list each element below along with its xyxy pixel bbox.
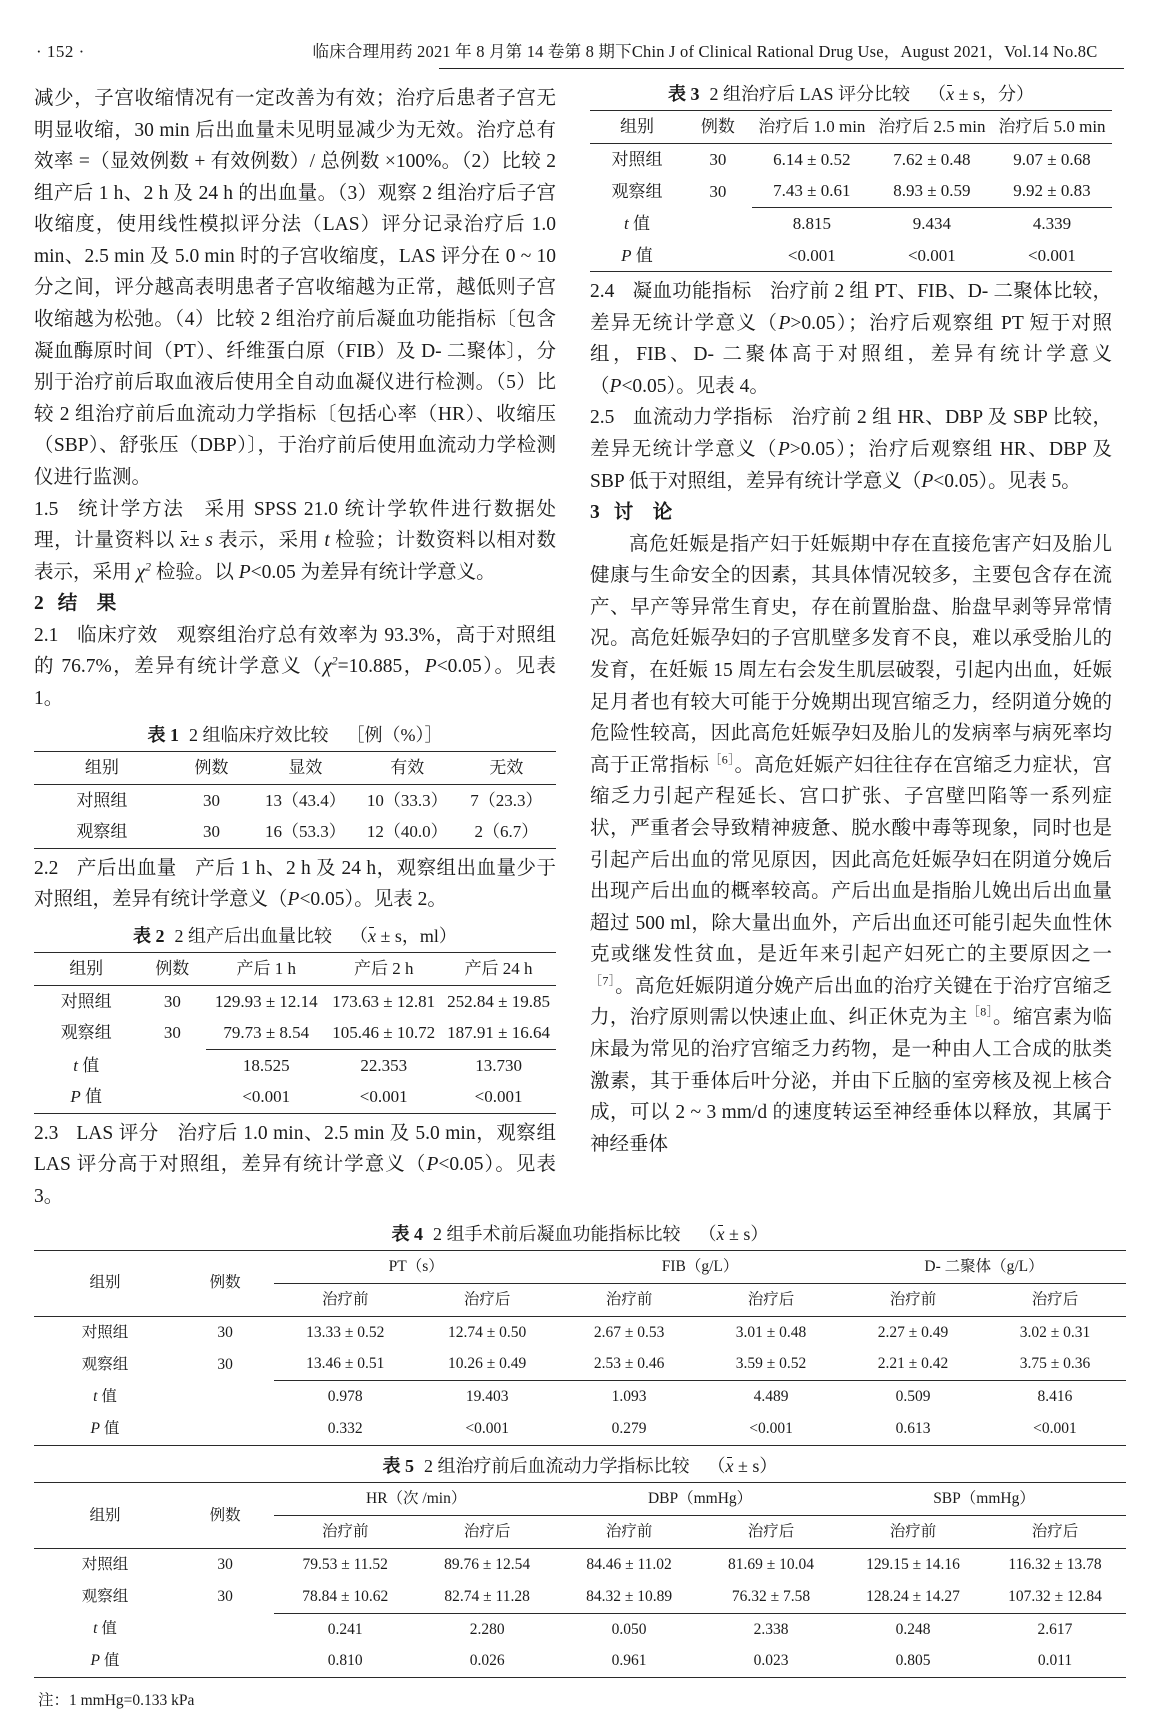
table1-unit: ［例（%）］ [346, 724, 443, 745]
table-row [34, 985, 556, 1017]
journal-title-en: Chin J of Clinical Rational Drug Use，August 2021，Vol.14 No.8C [631, 42, 1098, 61]
table5-r0-c7: 116.32 ± 13.78 [1008, 1555, 1102, 1573]
table5-p-c7: 0.011 [1037, 1652, 1073, 1670]
p-symbol-6: P [609, 375, 622, 397]
discussion-paragraph [590, 529, 1112, 1161]
table4-r1-c6: 2.21 ± 0.42 [877, 1355, 949, 1373]
p-label-text: 值 [85, 1087, 103, 1107]
section-1-5-text-d: 检验。以 [150, 561, 239, 583]
table1-r0-c4: 7（23.3） [470, 790, 543, 810]
table3-header-0: 组别 [619, 117, 654, 137]
table1-header-1: 例数 [194, 757, 229, 777]
table2-header-3: 产后 2 h [353, 959, 414, 979]
table2-r1-c0: 观察组 [60, 1023, 112, 1043]
p-label-text: 值 [635, 245, 653, 265]
table3-header-4: 治疗后 5.0 min [998, 117, 1106, 137]
table4-caption [34, 1223, 1126, 1246]
table1-r0-c1: 30 [202, 790, 220, 810]
table5-r1-c7: 107.32 ± 12.84 [1008, 1587, 1102, 1605]
table4-r1-c4: 2.53 ± 0.46 [593, 1355, 665, 1373]
table1-r1-c4: 2（6.7） [474, 822, 539, 842]
table4-p-c6: 0.613 [895, 1420, 931, 1438]
table5-header-group: 组别 [89, 1506, 121, 1524]
table5-t-c7: 2.617 [984, 1613, 1126, 1645]
table5-header-n: 例数 [209, 1506, 241, 1524]
table5-p-blank [176, 1645, 274, 1677]
section-1-5-text-e: <0.05 为差异有统计学意义。 [250, 561, 496, 583]
table-row [34, 816, 556, 848]
table5-r1-c2: 78.84 ± 10.62 [302, 1587, 389, 1605]
p-symbol: P [90, 1420, 101, 1438]
table3-t-label [590, 208, 684, 240]
section-1-5-number: 1.5 [34, 498, 59, 520]
table5-t-c4: 0.050 [558, 1613, 700, 1645]
section-2-title: 结 果 [57, 593, 117, 615]
table2-header-0: 组别 [69, 959, 104, 979]
table5-t-blank [176, 1613, 274, 1645]
t-symbol: t [623, 213, 629, 233]
table2-p-row [34, 1081, 556, 1113]
t-symbol-1: t [324, 530, 330, 552]
table3-unit: （x ± s，分） [928, 84, 1034, 104]
table5-group-header-row [34, 1483, 1126, 1516]
table5-r0-c5: 81.69 ± 10.04 [728, 1555, 815, 1573]
table1-header-0: 组别 [84, 757, 119, 777]
table5-p-c6: 0.805 [895, 1652, 931, 1670]
section-2-1-title: 临床疗效 [76, 624, 158, 646]
table5-p-c2: 0.810 [327, 1652, 363, 1670]
reference-8: ［8］ [967, 1004, 994, 1019]
table-row [34, 1017, 556, 1049]
table5-r0-c0: 对照组 [81, 1555, 129, 1573]
table1-r1-c2: 16（53.3） [265, 822, 346, 842]
x-bar-symbol: x [946, 84, 955, 104]
p-symbol-2: P [424, 656, 437, 678]
table2-header-row [34, 953, 556, 986]
table3-p-c4: <0.001 [1028, 245, 1076, 265]
section-2-1-number: 2.1 [34, 624, 59, 646]
table2-caption [34, 925, 556, 948]
table5-p-row [34, 1645, 1126, 1677]
t-symbol: t [93, 1620, 98, 1638]
table5-t-row [34, 1613, 1126, 1645]
table3-r1-c4: 9.92 ± 0.83 [1013, 181, 1091, 201]
section-2-4-text-c: <0.05）。见表 4。 [621, 375, 769, 397]
table5-sub-0: 治疗前 [321, 1523, 369, 1541]
table4-t-label [34, 1381, 176, 1413]
section-3-number: 3 [590, 502, 600, 524]
table2-p-blank [138, 1081, 206, 1113]
section-2-4 [590, 276, 1112, 402]
table4-t-c4: 1.093 [558, 1381, 700, 1413]
table3-t-blank [684, 208, 752, 240]
table1-r1-c1: 30 [202, 822, 220, 842]
table3-r1-c3: 8.93 ± 0.59 [893, 181, 971, 201]
table4-group-2: D- 二聚体（g/L） [842, 1251, 1126, 1284]
table4-t-c7: 8.416 [984, 1381, 1126, 1413]
table4-r0-c6: 2.27 ± 0.49 [877, 1323, 949, 1341]
chi-square-symbol-1: $\chi^2$ [136, 559, 151, 583]
chi-square-symbol-2: $\chi^2$ [323, 653, 338, 678]
section-2-1 [34, 620, 556, 715]
table3-r1-c1: 30 [709, 181, 727, 201]
table1-r0-c3: 10（33.3） [366, 790, 448, 810]
table1-caption [34, 724, 556, 747]
discussion-text-d: 。缩宫素为临床最为常见的治疗宫缩乏力药物，是一种由人工合成的肽类激素，其于垂体后叶分泌，并由下丘脑的室旁核及视上核合成，可以 2 ~ 3 mm/d 的速度转运至神经垂体以释放，其属于神经垂体 [590, 1007, 1112, 1155]
table3-label: 表 3 [668, 84, 700, 104]
table1-r0-c0: 对照组 [76, 790, 128, 810]
table4-sub-4: 治疗前 [889, 1290, 937, 1308]
table5-group-2: SBP（mmHg） [842, 1483, 1126, 1516]
table3-unit-post: ± s，分） [954, 84, 1034, 104]
table2-r1-c4: 187.91 ± 16.64 [447, 1023, 550, 1043]
table4-sub-0: 治疗前 [321, 1290, 369, 1308]
table1-r1-c0: 观察组 [76, 822, 128, 842]
table5-t-c3: 2.280 [416, 1613, 558, 1645]
table2-t-label [34, 1049, 138, 1081]
table2-header-2: 产后 1 h [236, 959, 297, 979]
table3-r0-c1: 30 [709, 149, 727, 169]
table2-t-row [34, 1049, 556, 1081]
table4-t-blank [176, 1381, 274, 1413]
table4-header-group: 组别 [89, 1274, 121, 1292]
table5-r0-c4: 84.46 ± 11.02 [586, 1555, 672, 1573]
table5-r0-c6: 129.15 ± 14.16 [866, 1555, 960, 1573]
running-head-title [286, 38, 1124, 62]
table2-r0-c3: 173.63 ± 12.81 [332, 991, 436, 1011]
table5-group-0: HR（次 /min） [274, 1483, 558, 1516]
table2-r0-c4: 252.84 ± 19.85 [447, 991, 550, 1011]
table4-t-c3: 19.403 [416, 1381, 558, 1413]
table2-r0-c1: 30 [163, 991, 181, 1011]
section-2-1-text-a: 观察组治疗总有效率为 93.3%，高于对照组的 76.7%，差异有统计学意义（ [34, 624, 556, 678]
table5-r1-c0: 观察组 [81, 1587, 129, 1605]
x-bar-symbol: x [180, 530, 189, 552]
table4-unit: （x ± s） [698, 1223, 769, 1244]
section-1-5-title: 统计学方法 [76, 498, 185, 520]
table2-r1-c2: 79.73 ± 8.54 [223, 1023, 310, 1043]
table4-p-blank [176, 1413, 274, 1445]
table4-p-c4: 0.279 [611, 1420, 647, 1438]
paragraph-methods-continued: 减少，子宫收缩情况有一定改善为有效；治疗后患者子宫无明显收缩，30 min 后出血量未见明显减少为无效。治疗总有效率 =（显效例数 + 有效例数）/ 总例数 ×100%。（2）比较 2 组产后 1 h、2 h 及 24 h 的出血量。（3）观察 2 组治疗后子宫收缩度，使用线性模拟评分法（LAS）评分记录治疗后 1.0 min、2.5 min 及 5.0 min 时的子宫收缩度，LAS 评分在 0 ~ 10 分之间，评分越高表明患者子宫收缩越为正常，越低则子宫收缩越为松弛。（4）比较 2 组治疗前后凝血功能指标〔包含凝血酶原时间（PT）、纤维蛋白原（FIB）及 D- 二聚体〕，分别于治疗前后取血液后使用全自动血凝仪进行检测。（5）比较 2 组治疗前后血流动力学指标〔包括心率（HR）、收缩压（SBP）、舒张压（DBP）〕，于治疗前后使用血流动力学检测仪进行监测。 [34, 88, 556, 488]
section-2-4-text-b: >0.05）；治疗后观察组 PT 短于对照组，FIB、D- 二聚体高于对照组，差异有统计学意义（ [590, 312, 1112, 397]
p-symbol-7: P [777, 439, 790, 461]
table4-unit-post: ± s） [724, 1223, 769, 1244]
table2-p-c2: <0.001 [242, 1087, 291, 1107]
table5-sub-3: 治疗后 [747, 1523, 795, 1541]
table2-r0-c2: 129.93 ± 12.14 [214, 991, 318, 1011]
table2-t-blank [138, 1049, 206, 1081]
section-2-2-text-a: 产后 1 h、2 h 及 24 h，观察组出血量少于对照组，差异有统计学意义（ [34, 857, 556, 911]
table2-unit-post: ± s，ml） [376, 925, 457, 946]
section-1-5-text-a: 采用 SPSS 21.0 统计学软件进行数据处理，计量资料以 [34, 498, 556, 552]
section-2-3-number: 2.3 [34, 1122, 59, 1144]
page-folio: · 152 · [36, 42, 85, 61]
p-symbol-4: P [426, 1154, 439, 1176]
table5-unit: （x ± s） [707, 1455, 778, 1476]
table5-r1-c3: 82.74 ± 11.28 [444, 1587, 530, 1605]
table4-r0-c4: 2.67 ± 0.53 [593, 1323, 665, 1341]
reference-7: ［7］ [590, 973, 616, 988]
table4 [34, 1250, 1126, 1446]
table5-sub-2: 治疗前 [605, 1523, 653, 1541]
table4-r0-c7: 3.02 ± 0.31 [1019, 1323, 1091, 1341]
section-2-2 [34, 853, 556, 916]
section-2-5-text-a: 治疗前 2 组 HR、DBP 及 SBP 比较，差异无统计学意义（ [590, 407, 1112, 461]
section-1-5-text-c: 检验；计数资料以相对数表示，采用 [34, 530, 556, 583]
table3-header-2: 治疗后 1.0 min [758, 117, 866, 137]
t-label-text: 值 [101, 1620, 117, 1638]
table-row [34, 784, 556, 816]
table4-p-c2: 0.332 [327, 1420, 363, 1438]
section-2-2-text-b: <0.05）。见表 2。 [299, 889, 447, 911]
running-head [34, 22, 1126, 62]
pm-s-1: ± s [188, 530, 213, 552]
table5-r1-c6: 128.24 ± 14.27 [866, 1587, 960, 1605]
table3-r0-c2: 6.14 ± 0.52 [773, 149, 851, 169]
table4-r0-c3: 12.74 ± 0.50 [448, 1323, 527, 1341]
table-row [34, 1348, 1126, 1380]
table3-r1-c0: 观察组 [611, 181, 663, 201]
table2-t-c4: 13.730 [441, 1049, 556, 1081]
table4-r1-c1: 30 [217, 1355, 233, 1373]
table3-p-c3: <0.001 [907, 245, 956, 265]
table2-r1-c1: 30 [163, 1023, 181, 1043]
table3-r0-c3: 7.62 ± 0.48 [893, 149, 971, 169]
table4-t-c6: 0.509 [842, 1381, 984, 1413]
section-2-number: 2 [34, 593, 44, 615]
table4-group-0: PT（s） [274, 1251, 558, 1284]
section-2-1-text-c: <0.05）。见表 1。 [34, 656, 557, 709]
table-row [34, 1581, 1126, 1613]
table-row [34, 1316, 1126, 1348]
section-2-2-title: 产后出血量 [76, 857, 177, 879]
section-2-4-number: 2.4 [590, 281, 615, 303]
section-2-3 [34, 1118, 556, 1213]
table4-p-c3: <0.001 [465, 1420, 509, 1438]
table2-p-c3: <0.001 [359, 1087, 408, 1107]
reference-6: ［6］ [709, 752, 735, 767]
table5-t-c5: 2.338 [700, 1613, 842, 1645]
table3-caption [590, 83, 1112, 106]
t-symbol: t [93, 1388, 98, 1405]
table-row [34, 1548, 1126, 1580]
table4-p-c5: <0.001 [749, 1420, 793, 1438]
discussion-text-c: 。高危妊娠阴道分娩产后出血的治疗关键在于治疗宫缩乏力，治疗原则需以快速止血、纠正休克为主 [590, 975, 1112, 1029]
x-bar-symbol: x [716, 1223, 725, 1244]
table3-header-1: 例数 [700, 117, 735, 137]
table3-t-row [590, 208, 1112, 240]
section-2-3-text-a: 治疗后 1.0 min、2.5 min 及 5.0 min，观察组 LAS 评分高于对照组，差异有统计学意义（ [34, 1122, 557, 1176]
p-symbol: P [70, 1087, 81, 1107]
table3-r1-c2: 7.43 ± 0.61 [773, 181, 851, 201]
table4-group-header-row [34, 1251, 1126, 1284]
table4-r1-c5: 3.59 ± 0.52 [735, 1355, 807, 1373]
table3-header-3: 治疗后 2.5 min [878, 117, 986, 137]
table3-p-c2: <0.001 [787, 245, 836, 265]
section-2-4-title: 凝血功能指标 [632, 281, 752, 303]
table2-title: 2 组产后出血量比较 [174, 925, 333, 946]
p-label-text: 值 [103, 1652, 120, 1670]
table3-header-row [590, 111, 1112, 144]
table2-label: 表 2 [133, 925, 165, 946]
table3-p-row [590, 240, 1112, 272]
table4-p-row [34, 1413, 1126, 1445]
table2-r1-c3: 105.46 ± 10.72 [332, 1023, 436, 1043]
p-symbol-5: P [778, 312, 791, 334]
table4-sub-5: 治疗后 [1031, 1290, 1079, 1308]
table4-r1-c0: 观察组 [81, 1355, 129, 1373]
table5-unit-post: ± s） [733, 1455, 778, 1476]
table4-r0-c2: 13.33 ± 0.52 [306, 1323, 385, 1341]
table3 [590, 110, 1112, 272]
table1 [34, 751, 556, 849]
p-symbol: P [621, 245, 632, 265]
p-symbol-3: P [287, 889, 300, 911]
journal-title-cn: 临床合理用药 2021 年 8 月第 14 卷第 8 期下 [312, 42, 632, 61]
table5-r0-c1: 30 [217, 1555, 233, 1573]
section-2-1-text-b: =10.885， [337, 656, 425, 678]
table5-p-c3: 0.026 [469, 1652, 505, 1670]
table4-r0-c1: 30 [217, 1323, 233, 1341]
p-symbol-8: P [921, 470, 934, 492]
table2-p-c4: <0.001 [474, 1087, 523, 1107]
table4-group-1: FIB（g/L） [558, 1251, 842, 1284]
table2-header-1: 例数 [155, 959, 190, 979]
table5-block [34, 1455, 1126, 1710]
p-label-text: 值 [103, 1420, 120, 1438]
table3-t-c2: 8.815 [752, 208, 872, 240]
t-label-text: 值 [632, 213, 650, 233]
table4-sub-1: 治疗后 [463, 1290, 511, 1308]
table5-r0-c2: 79.53 ± 11.52 [302, 1555, 388, 1573]
section-2-heading [34, 588, 556, 620]
table5-p-label [34, 1645, 176, 1677]
table2-p-label [34, 1081, 138, 1113]
table4-r1-c7: 3.75 ± 0.36 [1019, 1355, 1091, 1373]
table1-header-4: 无效 [489, 757, 524, 777]
table4-sub-3: 治疗后 [747, 1290, 795, 1308]
table5-p-c5: 0.023 [753, 1652, 789, 1670]
section-2-3-text-b: <0.05）。见表 3。 [34, 1154, 557, 1208]
table5-p-c4: 0.961 [611, 1652, 647, 1670]
table4-r0-c0: 对照组 [81, 1323, 129, 1341]
t-label-text: 值 [101, 1388, 117, 1405]
discussion-text-b: 。高危妊娠产妇往往存在宫缩乏力症状，宫缩乏力引起产程延长、宫口扩张、子宫壁凹陷等一系列症状，严重者会导致精神疲惫、脱水酸中毒等现象，同时也是引起产后出血的常见原因，因此高危妊娠孕妇在阴道分娩后出现产后出血的概率较高。产后出血是指胎儿娩出后出血量超过 500 ml，除大量出血外，产后出血还可能引起失血性休克或继发性贫血，是近年来引起产妇死亡的主要原因之一 [590, 754, 1112, 966]
section-1-5-text-b: 表示，采用 [212, 530, 325, 552]
table4-label: 表 4 [391, 1223, 424, 1244]
table3-t-c3: 9.434 [872, 208, 992, 240]
table-row [590, 175, 1112, 207]
table2-unit: （x ± s，ml） [350, 925, 457, 946]
discussion-text-a: 高危妊娠是指产妇于妊娠期中存在直接危害产妇及胎儿健康与生命安全的因素，其具体情况较多，主要包含存在流产、早产等异常生育史，存在前置胎盘、胎盘早剥等异常情况。高危妊娠孕妇的子宫肌壁多发育不良，难以承受胎儿的发育，在妊娠 15 周左右会发生肌层破裂，引起内出血，妊娠足月者也有较大可能于分娩期出现宫缩乏力，经阴道分娩的危险性较高，因此高危妊娠孕妇及胎儿的发病率与病死率均高于正常指标 [590, 533, 1112, 776]
section-2-5-title: 血流动力学指标 [632, 407, 773, 429]
table2-header-4: 产后 24 h [464, 959, 533, 979]
table5-t-c2: 0.241 [274, 1613, 416, 1645]
table5-r1-c4: 84.32 ± 10.89 [586, 1587, 673, 1605]
table5-label: 表 5 [382, 1455, 415, 1476]
table5-sub-1: 治疗后 [463, 1523, 511, 1541]
table1-header-2: 显效 [288, 757, 323, 777]
table4-block [34, 1223, 1126, 1446]
table1-header-3: 有效 [390, 757, 425, 777]
table4-t-c5: 4.489 [700, 1381, 842, 1413]
table5-caption [34, 1455, 1126, 1478]
table4-header-n: 例数 [209, 1274, 241, 1292]
table2-r0-c0: 对照组 [60, 991, 112, 1011]
table4-r0-c5: 3.01 ± 0.48 [735, 1323, 807, 1341]
table5 [34, 1482, 1126, 1678]
section-2-3-title: LAS 评分 [76, 1122, 159, 1144]
table1-r1-c3: 12（40.0） [366, 822, 448, 842]
x-bar-symbol: x [725, 1455, 734, 1476]
section-2-5 [590, 402, 1112, 497]
section-2-5-number: 2.5 [590, 407, 615, 429]
left-column [34, 83, 556, 1213]
table5-title: 2 组治疗前后血流动力学指标比较 [424, 1455, 690, 1476]
section-2-5-text-c: <0.05）。见表 5。 [933, 470, 1081, 492]
section-3-heading [590, 497, 1112, 529]
t-symbol: t [73, 1055, 78, 1075]
right-column [590, 83, 1112, 1213]
table4-r1-c3: 10.26 ± 0.49 [448, 1355, 527, 1373]
section-3-title: 讨 论 [613, 502, 673, 524]
section-2-4-text-a: 治疗前 2 组 PT、FIB、D- 二聚体比较，差异无统计学意义（ [590, 281, 1112, 334]
section-2-2-number: 2.2 [34, 857, 59, 879]
table3-r0-c0: 对照组 [611, 149, 663, 169]
section-2-5-text-b: >0.05）；治疗后观察组 HR、DBP 及 SBP 低于对照组，差异有统计学意义（ [590, 439, 1112, 492]
table4-sub-2: 治疗前 [605, 1290, 653, 1308]
table4-t-row [34, 1381, 1126, 1413]
two-column-body [34, 83, 1126, 1213]
table2-t-c3: 22.353 [326, 1049, 441, 1081]
table3-r0-c4: 9.07 ± 0.68 [1013, 149, 1091, 169]
table5-group-1: DBP（mmHg） [558, 1483, 842, 1516]
table-row [590, 143, 1112, 175]
table1-r0-c2: 13（43.4） [265, 790, 346, 810]
t-label-text: 值 [82, 1055, 100, 1075]
section-1-5 [34, 494, 556, 589]
p-symbol: P [90, 1652, 101, 1670]
running-head-rule [439, 68, 1124, 69]
table3-p-blank [684, 240, 752, 272]
table5-r1-c1: 30 [217, 1587, 233, 1605]
table4-p-c7: <0.001 [1033, 1420, 1077, 1438]
x-bar-symbol: x [368, 925, 377, 946]
table5-t-label [34, 1613, 176, 1645]
p-symbol-1: P [238, 561, 251, 583]
table5-sub-5: 治疗后 [1031, 1523, 1079, 1541]
table5-r0-c3: 89.76 ± 12.54 [444, 1555, 531, 1573]
table4-title: 2 组手术前后凝血功能指标比较 [433, 1223, 681, 1244]
table2 [34, 952, 556, 1114]
table5-sub-4: 治疗前 [889, 1523, 937, 1541]
table2-t-c2: 18.525 [206, 1049, 326, 1081]
table1-label: 表 1 [147, 724, 179, 745]
table5-r1-c5: 76.32 ± 7.58 [731, 1587, 811, 1605]
table1-title: 2 组临床疗效比较 [189, 724, 329, 745]
table5-note: 注：1 mmHg=0.133 kPa [38, 1692, 195, 1710]
table5-t-c6: 0.248 [842, 1613, 984, 1645]
table4-p-label [34, 1413, 176, 1445]
table3-t-c4: 4.339 [992, 208, 1112, 240]
table1-header-row [34, 751, 556, 784]
table3-p-label [590, 240, 684, 272]
table4-t-c2: 0.978 [274, 1381, 416, 1413]
table3-title: 2 组治疗后 LAS 评分比较 [709, 84, 911, 104]
table4-r1-c2: 13.46 ± 0.51 [306, 1355, 385, 1373]
